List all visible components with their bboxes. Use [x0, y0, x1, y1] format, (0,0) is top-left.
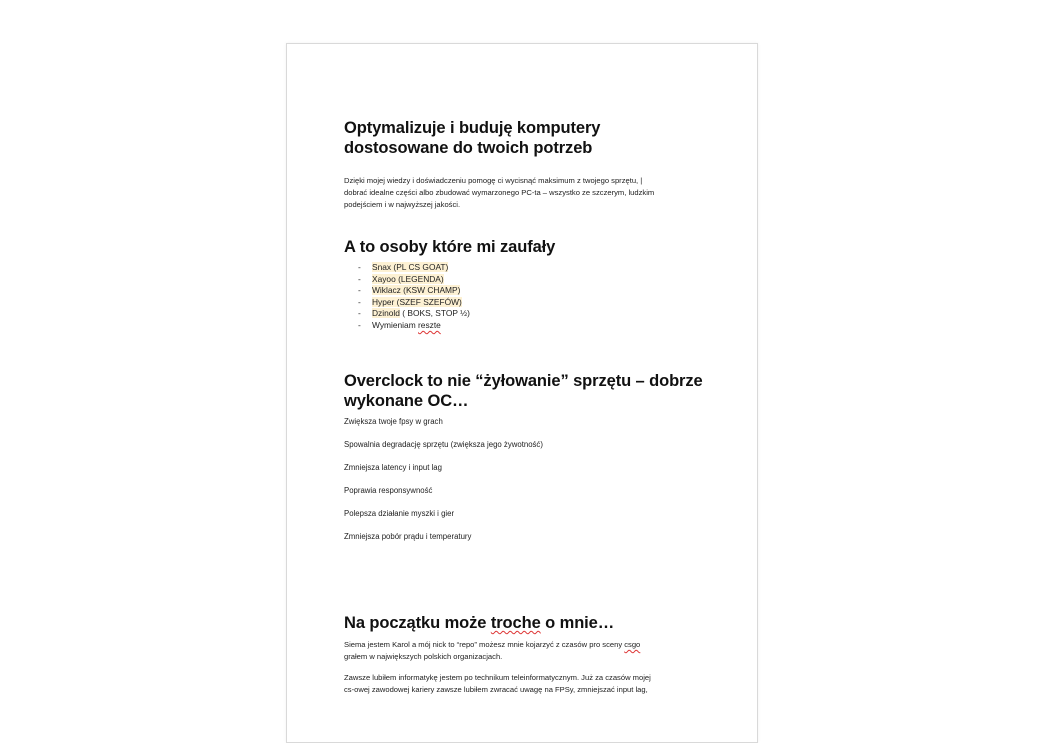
- about-paragraph: Zawsze lubiłem informatykę jestem po technikum teleinformatycznym. Już za czasów mojej cs-owej zawodowej kariery zawsze lubiłem zwracać uwagę na FPSy, zmniejszać input lag,: [344, 673, 651, 694]
- document-page: [286, 43, 758, 743]
- list-item: Poprawia responsywność: [344, 486, 433, 495]
- spellcheck-word: reszte: [418, 319, 441, 330]
- trust-heading: A to osoby które mi zaufały: [344, 238, 556, 256]
- list-item: Polepsza działanie myszki i gier: [344, 509, 455, 518]
- list-item: Spowalnia degradację sprzętu (zwiększa jego żywotność): [344, 440, 543, 449]
- list-item: Zmniejsza latency i input lag: [344, 463, 442, 472]
- spellcheck-word: troche: [490, 614, 541, 632]
- list-item: - Wymieniam reszte: [358, 319, 441, 330]
- list-item: - Dzinold ( BOKS, STOP ½): [358, 308, 470, 319]
- list-item: - Snax (PL CS GOAT): [358, 262, 449, 272]
- list-item: - Hyper (SZEF SZEFÓW): [358, 296, 462, 307]
- list-item: - Wiklacz (KSW CHAMP): [358, 285, 461, 296]
- list-item: Zmniejsza pobór prądu i temperatury: [344, 532, 472, 541]
- list-item: - Xayoo (LEGENDA): [358, 273, 444, 284]
- overclock-heading: Overclock to nie “żyłowanie” sprzętu – dobrze wykonane OC…: [344, 372, 703, 410]
- main-heading: Optymalizuje i buduję komputery dostosowane do twoich potrzeb: [344, 119, 601, 157]
- about-heading: Na początku może troche o mnie…: [344, 614, 615, 632]
- people-list: [358, 262, 470, 332]
- intro-paragraph: Dzięki mojej wiedzy i doświadczeniu pomogę ci wycisnąć maksimum z twojego sprzętu, | dobrać idealne części albo zbudować wymarzonego PC-ta – wszystko ze szczerym, ludzkim podejściem i w najwyższej jakości.: [344, 176, 655, 209]
- spellcheck-word: csgo: [624, 640, 641, 649]
- list-item: Zwiększa twoje fpsy w grach: [344, 417, 443, 426]
- about-paragraph: Siema jestem Karol a mój nick to “repo” możesz mnie kojarzyć z czasów pro sceny csgo grałem w największych polskich organizacjach.: [344, 640, 641, 661]
